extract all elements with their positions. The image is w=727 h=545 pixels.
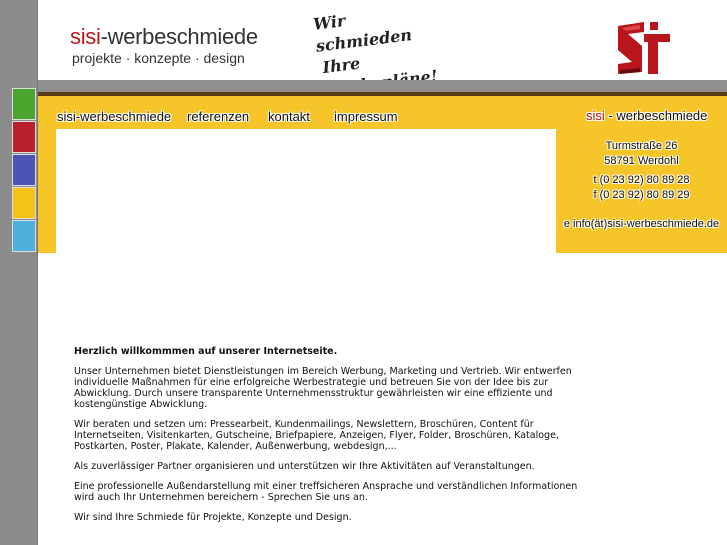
- closing-paragraph: Wir sind Ihre Schmiede für Projekte, Konzepte und Design.: [74, 512, 352, 523]
- events-paragraph: Als zuverlässiger Partner organisieren und unterstützen wir Ihre Aktivitäten auf Veranstaltungen.: [74, 461, 535, 472]
- color-swatch-green: [12, 88, 36, 120]
- logo-rest: -werbeschmiede: [100, 24, 258, 49]
- nav-item-kontakt[interactable]: kontakt: [268, 109, 310, 124]
- nav-item-impressum[interactable]: impressum: [334, 109, 398, 124]
- contact-box: [556, 96, 727, 253]
- color-swatch-blue: [12, 154, 36, 186]
- brand-mark-icon: [614, 20, 672, 76]
- nav-item-home[interactable]: sisi-werbeschmiede: [57, 109, 172, 124]
- contact-email[interactable]: e info(ät)sisi-werbeschmiede.de: [563, 218, 720, 230]
- slogan-line-1: Wir schmieden: [312, 11, 413, 56]
- left-rail: [0, 0, 38, 545]
- contact-title: [586, 108, 707, 123]
- contact-city: 58791 Werdohl: [604, 155, 679, 167]
- site-logo[interactable]: [70, 24, 258, 50]
- contact-fax: f (0 23 92) 80 89 29: [593, 189, 690, 201]
- contact-title-prefix: sisi: [586, 108, 605, 123]
- main-content: [74, 346, 594, 532]
- welcome-heading: Herzlich willkommmen auf unserer Internetseite.: [74, 346, 338, 357]
- slogan-line-2: Ihre: [321, 53, 362, 78]
- left-yellow-strip: [38, 129, 56, 253]
- nav-item-referenzen[interactable]: referenzen: [187, 109, 250, 124]
- main-nav: [38, 96, 556, 129]
- banner-area: [56, 129, 556, 253]
- contact-phone: t (0 23 92) 80 89 28: [593, 174, 690, 186]
- services-paragraph: Wir beraten und setzen um: Pressearbeit, Kundenmailings, Newslettern, Broschüren, Content für Internetseiten, Visitenkarten, Gutscheine, Briefpapiere, Anzeigen, Flyer, Folder, Broschüren, Kataloge, Postkarten, Poster, Plakate, Kalender, Außenwerbung, webdesign,...: [74, 419, 559, 452]
- color-swatch-cyan: [12, 220, 36, 252]
- contact-street: Turmstraße 26: [605, 140, 678, 152]
- color-swatch-yellow: [12, 187, 36, 219]
- header-divider-grey: [38, 80, 727, 92]
- color-swatch-red: [12, 121, 36, 153]
- contact-title-rest: - werbeschmiede: [604, 108, 708, 123]
- logo-subtitle: projekte · konzepte · design: [72, 50, 245, 66]
- presentation-paragraph: Eine professionelle Außendarstellung mit einer treffsicheren Ansprache und verständlichen Informationen wird auch Ihr Unternehmen bereichern - Sprechen Sie uns an.: [74, 481, 578, 503]
- logo-prefix: sisi: [70, 24, 101, 49]
- intro-paragraph: Unser Unternehmen bietet Dienstleistungen im Bereich Werbung, Marketing und Vertrieb. Wir entwerfen individuelle Maßnahmen für eine erfolgreiche Werbestrategie und betreuen Sie von der Idee bis zur Abwicklung. Durch unsere transparente Unternehmensstruktur gewährleisten wir eine effiziente und kostengünstige Abwicklung.: [74, 366, 572, 410]
